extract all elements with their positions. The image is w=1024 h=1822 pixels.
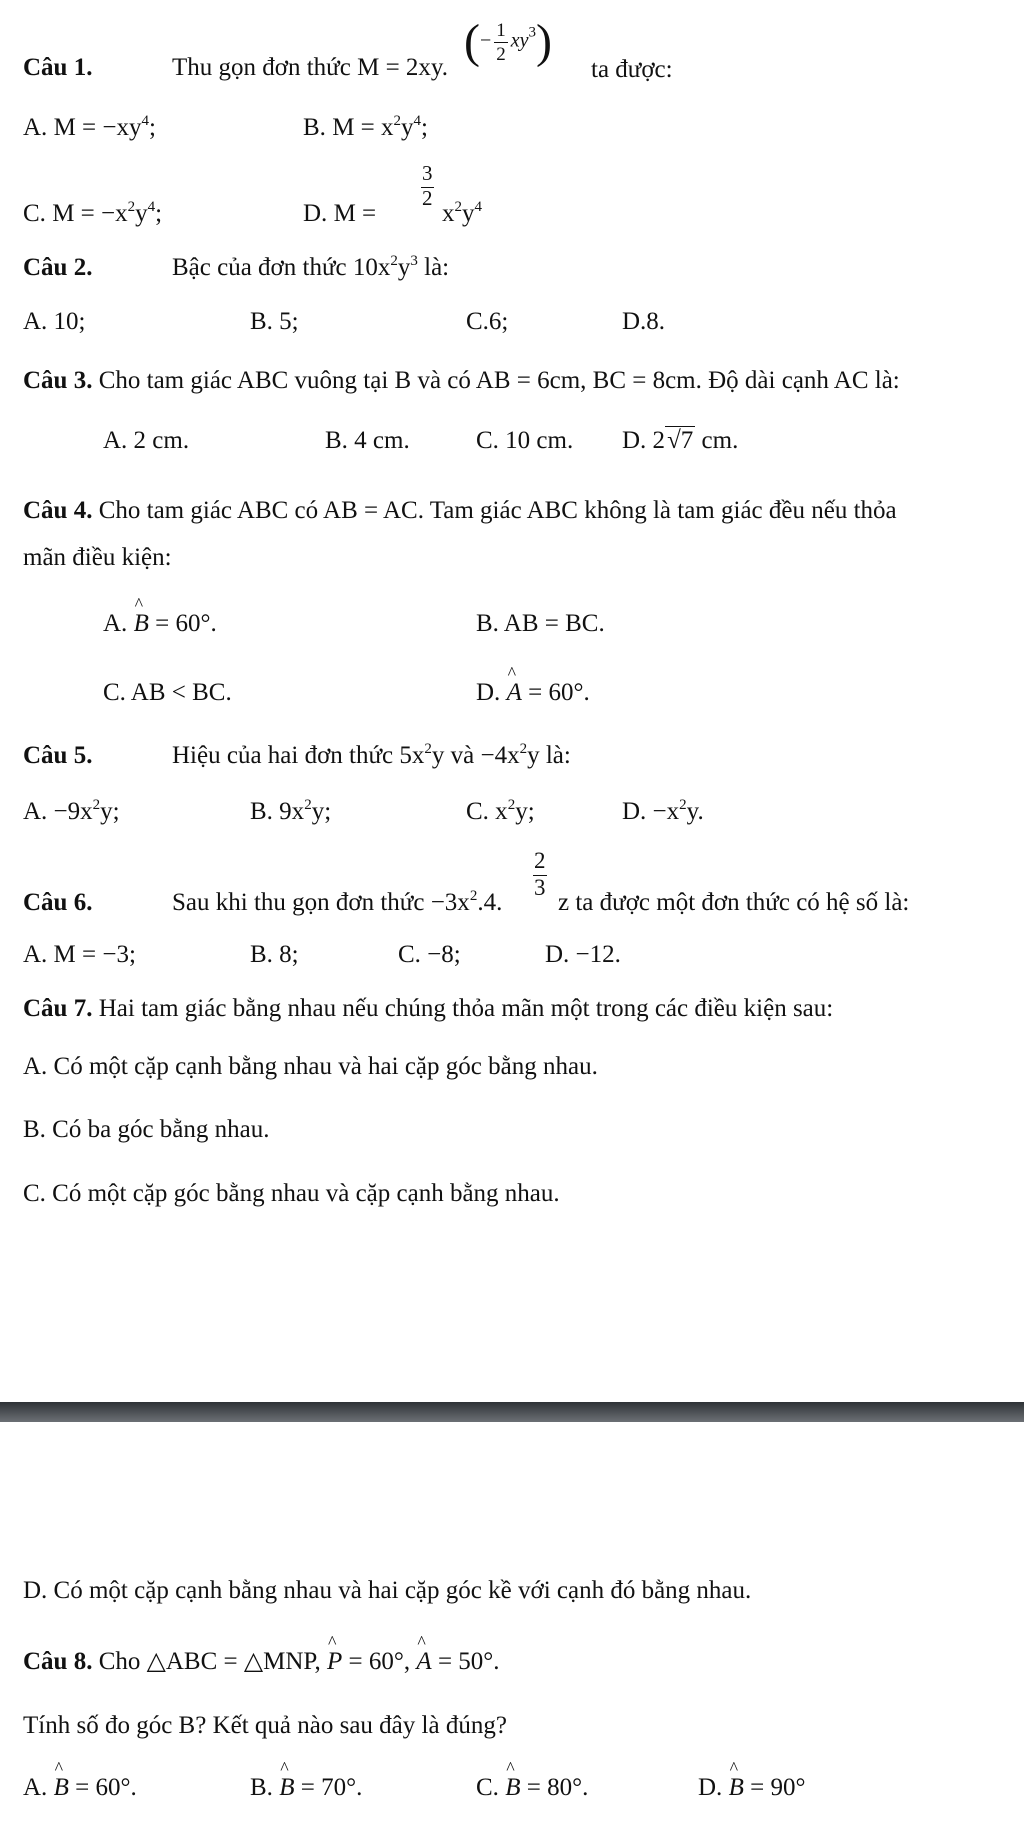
q2-option-a: A. 10; (23, 308, 86, 335)
q3-option-d: D. 2√7 cm. (622, 427, 739, 454)
q2-option-c: C.6; (466, 308, 509, 335)
q2-option-b: B. 5; (250, 308, 299, 335)
q6-option-b: B. 8; (250, 941, 299, 968)
q6-fraction: 2 3 (534, 848, 546, 900)
q4-question: Câu 4. Cho tam giác ABC có AB = AC. Tam giác ABC không là tam giác đều nếu thỏa (23, 497, 897, 524)
q1-option-c: C. $M = -x^2y^4$; (23, 199, 163, 227)
q4-question-line2: mãn điều kiện: (23, 544, 172, 571)
q7-question: Câu 7. Hai tam giác bằng nhau nếu chúng thỏa mãn một trong các điều kiện sau: (23, 995, 834, 1022)
q7-option-c: C. Có một cặp góc bằng nhau và cặp cạnh bằng nhau. (23, 1180, 560, 1207)
q1-option-d-rest: $x^2y^4$ (442, 199, 482, 227)
q5-question: Hiệu của hai đơn thức $5x^2y$ và $-4x^2y$ là: (172, 741, 571, 769)
q6-question: Sau khi thu gọn đơn thức $-3x^2.4$. (172, 888, 503, 916)
q8-question: Câu 8. Cho △ABC = △MNP, ^ P = 60°, ^ A = 50°. (23, 1649, 500, 1674)
q6-option-a: A. M = −3; (23, 941, 136, 968)
q3-option-c: C. 10 cm. (476, 427, 574, 454)
q6-tail: z ta được một đơn thức có hệ số là: (558, 889, 910, 916)
q1-option-d-fraction: 3 2 (422, 161, 433, 210)
q8-option-c: C. ^ B = 80°. (476, 1775, 588, 1800)
q5-option-d: D. $-x^2y$. (622, 797, 704, 825)
q3-question: Câu 3. Cho tam giác ABC vuông tại B và có AB = 6cm, BC = 8cm. Độ dài cạnh AC là: (23, 367, 900, 394)
q7-option-b: B. Có ba góc bằng nhau. (23, 1116, 270, 1143)
q1-question: Thu gọn đơn thức M = 2xy. (172, 54, 449, 81)
q5-label: Câu 5. (23, 742, 93, 769)
q3-option-b: B. 4 cm. (325, 427, 410, 454)
q1-option-d: D. M = (303, 200, 377, 227)
q4-option-c: C. AB < BC. (103, 679, 232, 706)
q7-option-d: D. Có một cặp cạnh bằng nhau và hai cặp góc kề với cạnh đó bằng nhau. (23, 1577, 752, 1604)
q2-option-d: D.8. (622, 308, 666, 335)
page-break-divider (0, 1402, 1024, 1422)
q5-option-c: C. $x^2y$; (466, 797, 535, 825)
q7-option-a: A. Có một cặp cạnh bằng nhau và hai cặp góc bằng nhau. (23, 1053, 598, 1080)
q8-option-d: D. ^ B = 90° (698, 1775, 805, 1800)
q1-line (23, 55, 92, 80)
q5-option-b: B. $9x^2y$; (250, 797, 332, 825)
q8-option-a: A. ^ B = 60°. (23, 1775, 137, 1800)
q2-question: Bậc của đơn thức $10x^2y^3$ là: (172, 253, 450, 281)
q6-option-d: D. −12. (545, 941, 621, 968)
q1-paren-expression: (− $\frac{1}{2}$ $xy^3$) (464, 15, 553, 68)
q1-option-b: B. $M = x^2y^4$; (303, 113, 428, 141)
q2-label: Câu 2. (23, 254, 93, 281)
q8-option-b: B. ^ B = 70°. (250, 1775, 362, 1800)
q4-option-d: D. ^ A = 60°. (476, 680, 590, 705)
q3-option-a: A. 2 cm. (103, 427, 190, 454)
q6-option-c: C. −8; (398, 941, 461, 968)
q6-label: Câu 6. (23, 889, 93, 916)
q1-option-a: A. $M = -xy^4$; (23, 113, 156, 141)
q5-option-a: A. $-9x^2y$; (23, 797, 120, 825)
q1-label: Câu 1. (23, 54, 93, 81)
q4-option-b: B. AB = BC. (476, 610, 605, 637)
q8-question-line2: Tính số đo góc B? Kết quả nào sau đây là đúng? (23, 1712, 507, 1739)
q1-tail: ta được: (591, 56, 673, 83)
q4-option-a: A. ^ B = 60°. (103, 611, 217, 636)
